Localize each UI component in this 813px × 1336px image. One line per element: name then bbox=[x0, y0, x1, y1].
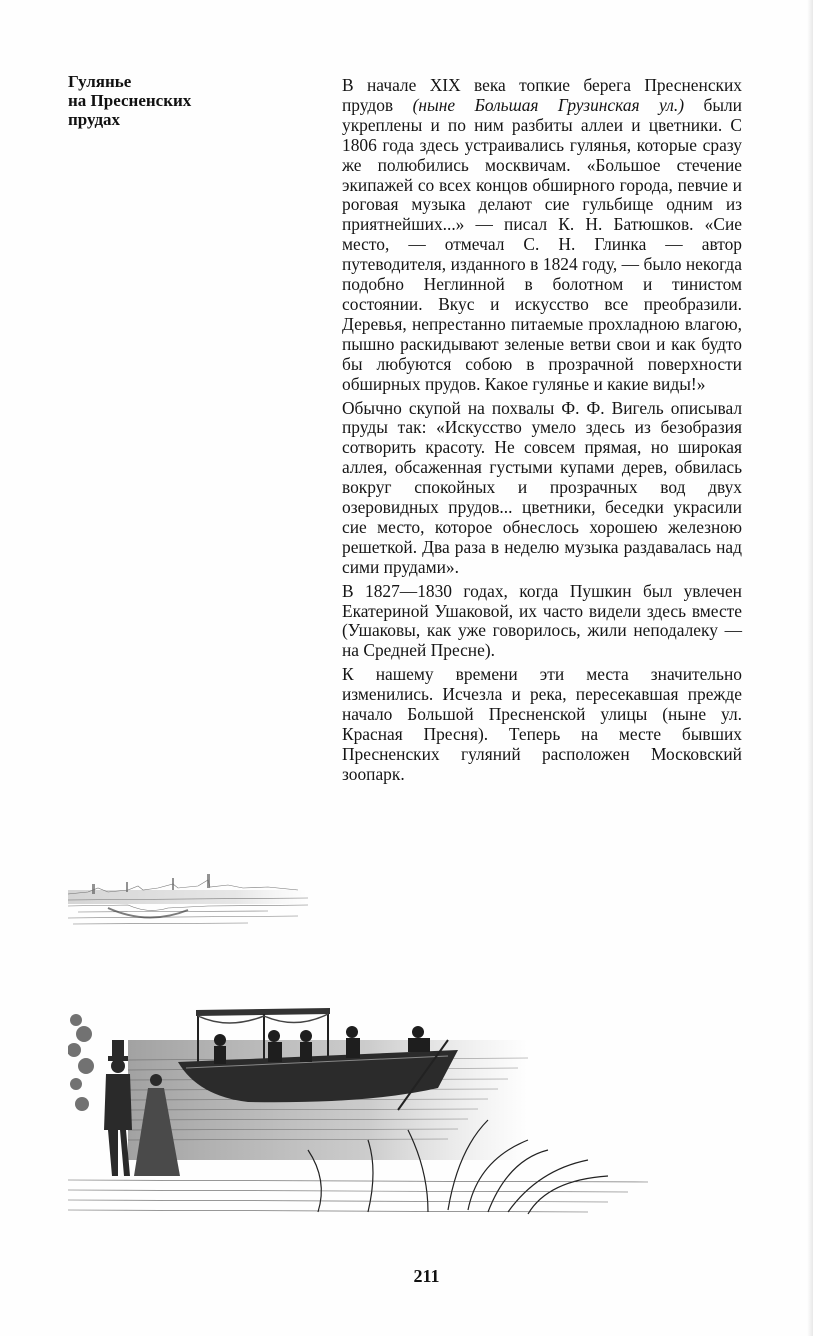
page-number: 211 bbox=[413, 1266, 440, 1286]
boat-scene-illustration bbox=[68, 1000, 648, 1220]
paragraph-1 bbox=[342, 76, 742, 395]
section-heading bbox=[68, 72, 258, 129]
paragraph-1-start: В начале XIX века топкие берега Пресненских прудов bbox=[342, 75, 742, 115]
pond-view-illustration bbox=[68, 868, 308, 938]
paragraph-2: Обычно скупой на похвалы Ф. Ф. Вигель описывал пруды так: «Искусство умело здесь из безобразия сотворить красоту. Не совсем прямая, но широкая аллея, обсаженная густыми купами дерев, обвилась вокруг спокойных и прозрачных вод двух озеровидных прудов... цветники, беседки украсили сие место, которое обнеслось хорошею железною решеткой. Два раза в неделю музыка раздавалась над сими прудами». bbox=[342, 397, 742, 577]
heading-line-1: Гулянье bbox=[68, 72, 132, 91]
page-edge-shadow bbox=[807, 0, 813, 1336]
paragraph-1-italic: (ныне Большая Грузинская ул.) bbox=[412, 94, 685, 115]
paragraph-3: В 1827—1830 годах, когда Пушкин был увлечен Екатериной Ушаковой, их часто видели здесь вместе (Ушаковы, как уже говорилось, жили неподалеку — на Средней Пресне). bbox=[342, 580, 742, 661]
heading-line-3: прудах bbox=[68, 110, 121, 129]
paragraph-4: К нашему времени эти места значительно изменились. Исчезла и река, пересекавшая прежде начало Большой Пресненской улицы (ныне ул. Красная Пресня). Теперь на месте бывших Пресненских гуляний расположен Московский зоопарк. bbox=[342, 664, 742, 784]
body-text bbox=[342, 76, 742, 785]
paragraph-1-rest: были укреплены и по ним разбиты аллеи и цветники. С 1806 года здесь устраивались гулянья, которые сразу же полюбились москвичам. «Большое стечение экипажей со всех концов обширного города, певчие и роговая музыка делают сие гульбище одним из приятнейших...» — писал К. Н. Батюшков. «Сие место, — отмечал С. Н. Глинка — автор путеводителя, изданного в 1824 году, — было некогда подобно Неглинной в болотном и тинистом состоянии. Вкус и искусство все преобразили. Деревья, непрестанно питаемые прохладною влагою, пышно раскидывают зеленые ветви свои и как будто бы любуются собою в прозрачной поверхности обширных прудов. Какое гулянье и какие виды!» bbox=[342, 94, 742, 394]
heading-line-2: на Пресненских bbox=[68, 91, 192, 110]
